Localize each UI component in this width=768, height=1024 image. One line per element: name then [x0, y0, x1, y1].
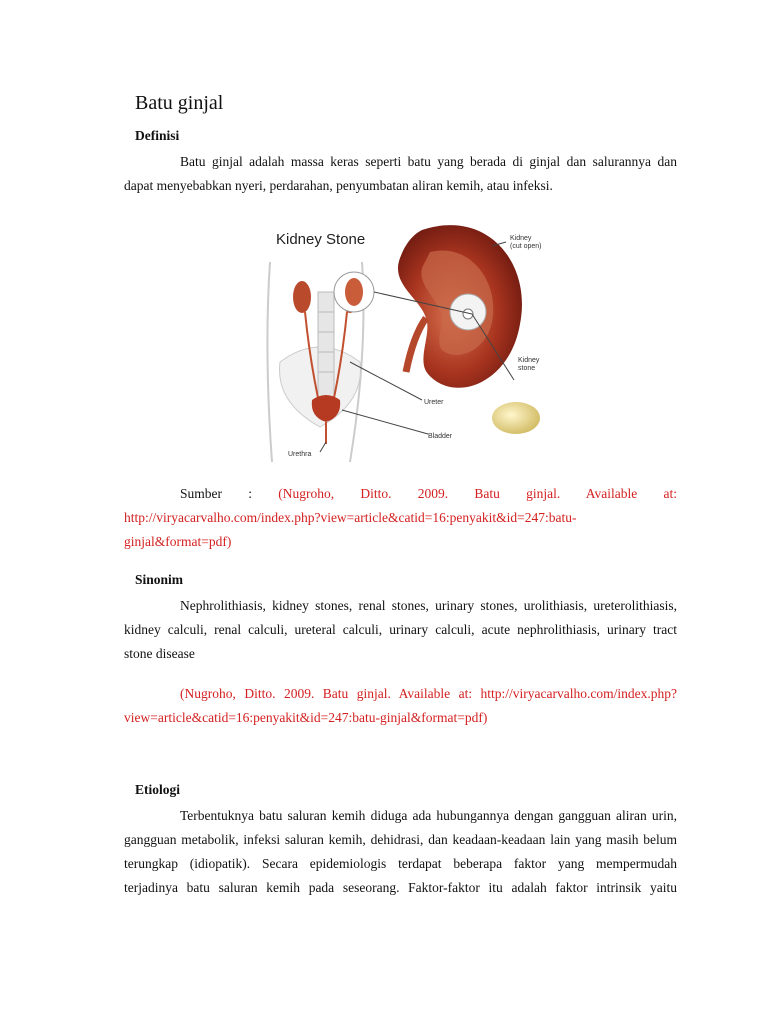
citation-word: Batu — [474, 486, 500, 501]
heading-etiologi: Etiologi — [135, 782, 181, 797]
paragraph-sinonim — [124, 594, 677, 666]
text-line: terungkap (idiopatik). Secara epidemiologis terdapat beberapa faktor yang mempermudah — [124, 856, 677, 871]
text-line: Batu ginjal adalah massa keras seperti batu yang berada di ginjal dan salurannya dan — [180, 154, 677, 169]
text-line: Nephrolithiasis, kidney stones, renal stones, urinary stones, urolithiasis, ureterolithiasis, — [180, 598, 677, 613]
citation-line: (Nugroho, Ditto. 2009. Batu ginjal. Available at: http://viryacarvalho.com/index.php? — [180, 686, 677, 701]
label-cut-open: (cut open) — [510, 243, 542, 250]
citation-url: http://viryacarvalho.com/index.php?view=article&catid=16:penyakit&id=247:batu- — [124, 510, 577, 525]
citation-colon: : — [248, 486, 253, 501]
label-kidney-stone-2: stone — [518, 365, 536, 372]
paragraph-definisi — [124, 150, 677, 198]
text-line: Terbentuknya batu saluran kemih diduga ada hubungannya dengan gangguan aliran urin, — [180, 808, 677, 823]
citation-word: (Nugroho, — [278, 486, 335, 501]
kidney-stone-figure — [250, 212, 550, 462]
heading-definisi: Definisi — [135, 128, 180, 143]
text-line: stone disease — [124, 646, 195, 661]
citation-url-end: ginjal&format=pdf) — [124, 534, 232, 549]
paragraph-etiologi — [124, 804, 677, 900]
text-line: kidney calculi, renal calculi, ureteral calculi, urinary calculi, acute nephrolithiasis, urinary tract — [124, 622, 677, 637]
citation-word: at: — [663, 486, 678, 501]
text-line: dapat menyebabkan nyeri, perdarahan, penyumbatan aliran kemih, atau infeksi. — [124, 178, 553, 193]
label-ureter: Ureter — [424, 399, 444, 406]
figure-title: Kidney Stone — [276, 231, 366, 248]
label-kidney: Kidney — [510, 235, 532, 242]
citation-sumber — [124, 482, 677, 554]
label-kidney-stone-1: Kidney — [518, 357, 540, 364]
label-urethra: Urethra — [288, 451, 312, 458]
label-bladder: Bladder — [428, 433, 453, 440]
citation-word: Ditto. — [360, 486, 392, 501]
text-line: terjadinya batu saluran kemih pada seseorang. Faktor-faktor itu adalah faktor intrinsik yaitu — [124, 880, 677, 895]
citation-sinonim — [124, 682, 677, 730]
citation-word: 2009. — [417, 486, 449, 501]
text-line: gangguan metabolik, infeksi saluran kemih, dehidrasi, dan keadaan-keadaan lain yang masih belum — [124, 832, 677, 847]
citation-label: Sumber — [180, 486, 222, 501]
citation-word: Available — [585, 486, 638, 501]
citation-line — [124, 482, 677, 506]
page-title: Batu ginjal — [135, 92, 224, 114]
heading-sinonim: Sinonim — [135, 572, 184, 587]
kidney-stone-illustration — [250, 212, 550, 462]
citation-word: ginjal. — [526, 486, 561, 501]
citation-line: view=article&catid=16:penyakit&id=247:batu-ginjal&format=pdf) — [124, 710, 488, 725]
